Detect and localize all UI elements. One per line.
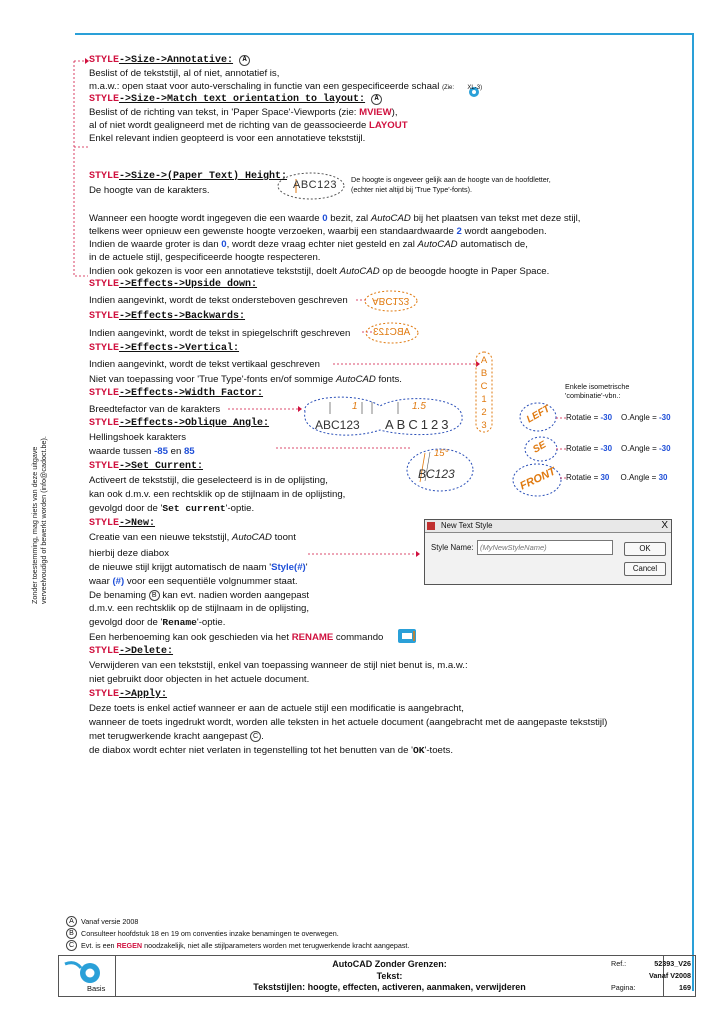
height-sample: ABC123 bbox=[293, 179, 337, 191]
text-line bbox=[89, 632, 383, 644]
dialog-titlebar bbox=[425, 520, 671, 533]
heading-path: ->Effects->Width Factor: bbox=[119, 388, 264, 399]
text-span: ), bbox=[391, 107, 398, 118]
oblique-angle: 15° bbox=[434, 448, 449, 459]
keyword: STYLE bbox=[89, 388, 120, 399]
text-span: m.a.w.: open staat voor auto-verschaling in functie van een gespecificeerde schaal bbox=[89, 81, 440, 92]
rot-value: -30 bbox=[600, 413, 613, 422]
text-line: wanneer de toets ingedrukt wordt, worden alle teksten in het actuele document (aangebracht met de aangepaste tekststijl) bbox=[89, 717, 608, 728]
command-regen: REGEN bbox=[116, 941, 143, 950]
version-value: Vanaf V2008 bbox=[649, 971, 691, 980]
ang-label: O.Angle = bbox=[620, 444, 657, 453]
keyword: STYLE bbox=[89, 55, 120, 66]
text-line bbox=[89, 107, 398, 119]
text-span: voor een sequentiële volgnummer staat. bbox=[124, 576, 298, 587]
version-row bbox=[611, 970, 691, 981]
footnote-text: noodzakelijk, niet alle stijlparameters worden met terugwerkende kracht aangepast. bbox=[142, 941, 410, 950]
text-line: hierbij deze diabox bbox=[89, 548, 170, 559]
keyword: STYLE bbox=[89, 279, 120, 290]
style-name: Style(#) bbox=[271, 562, 306, 573]
text-line: Indien aangevinkt, wordt de tekst in spiegelschrift geschreven bbox=[89, 328, 351, 339]
logo-label: Basis bbox=[87, 984, 106, 993]
width-factor-15: 1.5 bbox=[412, 401, 426, 412]
text-line: Deze toets is enkel actief wanneer er aan de actuele stijl een modificatie is aangebracht, bbox=[89, 703, 464, 714]
iso-sample-left: LEFT bbox=[524, 403, 553, 426]
product-name: AutoCAD bbox=[231, 532, 272, 543]
vertical-char: A bbox=[480, 355, 488, 366]
text-line: kan ook d.m.v. een rechtsklik op de stijlnaam in de oplijsting, bbox=[89, 489, 346, 500]
app-icon bbox=[427, 522, 435, 530]
oblique-sample: BC123 bbox=[418, 467, 455, 481]
text-span: fonts. bbox=[375, 374, 402, 385]
text-line: d.m.v. een rechtsklik op de stijlnaam in de oplijsting, bbox=[89, 603, 310, 614]
vertical-char: 3 bbox=[481, 420, 487, 431]
text-span: Indien de waarde groter is dan bbox=[89, 239, 222, 250]
footnote-mark: A bbox=[371, 94, 382, 105]
text-span: commando bbox=[333, 632, 384, 643]
text-line bbox=[89, 81, 482, 94]
text-line bbox=[89, 562, 308, 574]
rot-value: 30 bbox=[600, 473, 610, 482]
keyword: STYLE bbox=[89, 461, 120, 472]
text-line bbox=[89, 226, 547, 238]
new-text-style-dialog bbox=[424, 519, 672, 585]
vertical-char: 1 bbox=[481, 394, 487, 405]
option-name: Rename bbox=[162, 617, 197, 628]
text-span: '-optie. bbox=[196, 617, 226, 628]
text-span: Wanneer een hoogte wordt ingegeven die een waarde bbox=[89, 213, 323, 224]
footnote-c bbox=[66, 940, 409, 951]
style-name-label: Style Name: bbox=[431, 543, 474, 552]
width-factor-1: 1 bbox=[352, 401, 358, 412]
ref-row bbox=[611, 958, 691, 969]
iso-sample-front: FRONT bbox=[518, 465, 558, 493]
text-line bbox=[89, 213, 580, 225]
text-line bbox=[89, 503, 254, 515]
vertical-char: C bbox=[480, 381, 488, 392]
text-line bbox=[89, 532, 296, 544]
heading-set-current bbox=[89, 461, 203, 473]
text-span: wordt aangeboden. bbox=[461, 226, 547, 237]
text-line bbox=[89, 239, 528, 251]
heading-path: ->Effects->Upside down: bbox=[119, 279, 258, 290]
text-span: waar bbox=[89, 576, 113, 587]
keyword: STYLE bbox=[89, 311, 120, 322]
text-span: '-optie. bbox=[225, 503, 255, 514]
text-span: de diabox wordt echter niet verlaten in tegenstelling tot het benutten van de ' bbox=[89, 745, 413, 756]
dialog-title: New Text Style bbox=[441, 521, 493, 530]
text-line bbox=[89, 266, 549, 278]
heading-path: ->Size->(Paper Text) Height: bbox=[119, 171, 288, 182]
text-line: Breedtefactor van de karakters bbox=[89, 404, 221, 415]
text-span: , wordt deze vraag echter niet gesteld en zal bbox=[226, 239, 418, 250]
footnote-text: Consulteer hoofdstuk 18 en 19 om conventies inzake benamingen te overwegen. bbox=[81, 929, 339, 938]
text-span: ' bbox=[305, 562, 308, 573]
iso-sample-se: SE bbox=[531, 439, 549, 456]
text-line: Hellingshoek karakters bbox=[89, 432, 187, 443]
text-line: Enkel relevant indien geopteerd is voor een annotatieve tekststijl. bbox=[89, 133, 366, 144]
heading-delete bbox=[89, 646, 173, 658]
text-span: '-toets. bbox=[424, 745, 453, 756]
text-span: Beslist of de richting van tekst, in 'Paper Space'-Viewports (zie: bbox=[89, 107, 360, 118]
text-span: gevolgd door de ' bbox=[89, 503, 163, 514]
text-span: de nieuwe stijl krijgt automatisch de naam ' bbox=[89, 562, 272, 573]
heading-backwards bbox=[89, 311, 245, 323]
iso-title-line-2: 'combinatie'-vbn.: bbox=[565, 391, 621, 400]
heading-path: ->Apply: bbox=[119, 689, 168, 700]
text-line bbox=[89, 446, 195, 458]
heading-path: ->New: bbox=[119, 518, 156, 529]
ang-label: O.Angle = bbox=[620, 473, 657, 482]
option-name: Set current bbox=[162, 503, 226, 514]
ang-value: 30 bbox=[658, 473, 668, 482]
keyword: STYLE bbox=[89, 518, 120, 529]
text-span: al of niet wordt gealigneerd met de richting van de geassocieerde bbox=[89, 120, 369, 131]
heading-new bbox=[89, 518, 155, 530]
heading-height bbox=[89, 171, 287, 183]
text-span: bij het plaatsen van tekst met deze stijl, bbox=[410, 213, 581, 224]
iso-row-left bbox=[566, 413, 671, 422]
vertical-char: B bbox=[480, 368, 488, 379]
footnote-mark: B bbox=[149, 590, 160, 601]
value: (#) bbox=[112, 576, 125, 587]
text-span: met terugwerkende kracht aangepast bbox=[89, 731, 251, 742]
heading-annotative bbox=[89, 55, 250, 67]
command-rename: RENAME bbox=[291, 632, 334, 643]
iso-row-se bbox=[566, 444, 671, 453]
bracket-annotative-link bbox=[74, 61, 88, 276]
text-line bbox=[89, 617, 225, 629]
ref-text: (Zie: bbox=[442, 85, 455, 91]
vertical-char: 2 bbox=[481, 407, 487, 418]
side-note-line-2: verveelvoudigd of bewerkt worden (info@cadoct.be). bbox=[39, 436, 48, 604]
keyword: STYLE bbox=[89, 94, 120, 105]
text-span: waarde tussen bbox=[89, 446, 155, 457]
text-line: in de actuele stijl, gespecificeerde hoogte respecteren. bbox=[89, 252, 321, 263]
heading-upside-down bbox=[89, 279, 257, 291]
rot-label: Rotatie = bbox=[566, 473, 599, 482]
command-mview: MVIEW bbox=[359, 107, 392, 118]
footnote-text: Vanaf versie 2008 bbox=[81, 917, 139, 926]
title-center bbox=[116, 956, 664, 996]
text-span: Niet van toepassing voor 'True Type'-fonts en/of sommige bbox=[89, 374, 336, 385]
text-line: niet gebruikt door objecten in het actuele document. bbox=[89, 674, 310, 685]
rot-value: -30 bbox=[600, 444, 613, 453]
ang-label: O.Angle = bbox=[620, 413, 657, 422]
ref-text: XL-3) bbox=[467, 85, 483, 91]
footnote-mark: C bbox=[250, 731, 261, 742]
text-span: gevolgd door de ' bbox=[89, 617, 163, 628]
title-block bbox=[58, 955, 696, 997]
height-note-line-1: De hoogte is ongeveer gelijk aan de hoogte van de hoofdletter, bbox=[351, 175, 551, 184]
rot-label: Rotatie = bbox=[566, 413, 599, 422]
page-label: Pagina: bbox=[611, 983, 636, 992]
heading-path: ->Set Current: bbox=[119, 461, 204, 472]
text-line: Indien aangevinkt, wordt de tekst ondersteboven geschreven bbox=[89, 295, 348, 306]
keyword: STYLE bbox=[89, 418, 120, 429]
close-icon[interactable]: X bbox=[661, 520, 668, 531]
text-line bbox=[89, 576, 298, 588]
footnote-mark: C bbox=[66, 940, 77, 951]
text-span: en bbox=[167, 446, 184, 457]
vertical-sample bbox=[480, 354, 488, 432]
value: 85 bbox=[183, 446, 195, 457]
heading-vertical bbox=[89, 343, 239, 355]
upside-sample: ABC123 bbox=[372, 295, 410, 306]
width-sample-1: ABC123 bbox=[315, 418, 360, 432]
keyword: STYLE bbox=[89, 343, 120, 354]
heading-oblique-angle bbox=[89, 418, 269, 430]
keyword: STYLE bbox=[89, 646, 120, 657]
ref-value: 52393_V26 bbox=[654, 959, 691, 968]
text-span: op de beoogde hoogte in Paper Space. bbox=[379, 266, 550, 277]
text-line: Verwijderen van een tekststijl, enkel van toepassing wanneer de stijl niet benut is, m.a.w.: bbox=[89, 660, 468, 671]
product-name: AutoCAD bbox=[370, 213, 411, 224]
cancel-button[interactable]: Cancel bbox=[624, 562, 666, 576]
text-line: De hoogte van de karakters. bbox=[89, 185, 210, 196]
text-line bbox=[89, 120, 408, 132]
value: 2 bbox=[456, 226, 462, 237]
heading-path: ->Delete: bbox=[119, 646, 174, 657]
heading-path: ->Effects->Backwards: bbox=[119, 311, 246, 322]
title-line-3: Tekststijlen: hoogte, effecten, activeren, aanmaken, verwijderen bbox=[253, 982, 526, 992]
text-line bbox=[89, 731, 264, 743]
footnote-a bbox=[66, 916, 138, 927]
value: 0 bbox=[322, 213, 328, 224]
page-number: 169 bbox=[679, 983, 691, 992]
backwards-sample: ABC123 bbox=[373, 327, 411, 338]
footnote-mark: A bbox=[239, 55, 250, 66]
ok-button[interactable]: OK bbox=[624, 542, 666, 556]
keyword: STYLE bbox=[89, 689, 120, 700]
style-name-input[interactable] bbox=[477, 540, 613, 555]
text-span: telkens weer opnieuw een gewenste hoogte verzoeken, waarbij een standaardwaarde bbox=[89, 226, 457, 237]
text-line: Activeert de tekststijl, die geselecteerd is in de oplijsting, bbox=[89, 475, 328, 486]
height-note-line-2: (echter niet altijd bij 'True Type'-fonts). bbox=[351, 185, 472, 194]
page-row bbox=[611, 982, 691, 993]
footnote-b bbox=[66, 928, 339, 939]
product-name: AutoCAD bbox=[417, 239, 458, 250]
value: 0 bbox=[221, 239, 227, 250]
footnote-mark: B bbox=[66, 928, 77, 939]
text-span: Een herbenoeming kan ook geschieden via het bbox=[89, 632, 292, 643]
heading-match-orientation bbox=[89, 94, 382, 106]
title-meta bbox=[607, 956, 695, 996]
ref-label: Ref.: bbox=[611, 959, 627, 968]
text-line bbox=[89, 745, 453, 757]
ang-value: -30 bbox=[658, 413, 671, 422]
text-line bbox=[89, 374, 402, 386]
text-span: toont bbox=[271, 532, 296, 543]
footnote-mark: A bbox=[66, 916, 77, 927]
logo-cell bbox=[59, 956, 116, 996]
heading-path: ->Effects->Oblique Angle: bbox=[119, 418, 270, 429]
text-line: Beslist of de tekststijl, al of niet, annotatief is, bbox=[89, 68, 280, 79]
product-name: AutoCAD bbox=[335, 374, 376, 385]
height-note bbox=[351, 175, 551, 195]
title-line-2: Tekst: bbox=[376, 970, 403, 981]
heading-path: ->Size->Annotative: bbox=[119, 55, 234, 66]
side-note-line-1: Zonder toestemming, mag niets van deze uitgave bbox=[30, 446, 39, 604]
product-name: AutoCAD bbox=[339, 266, 380, 277]
text-span: Creatie van een nieuwe tekststijl, bbox=[89, 532, 232, 543]
ang-value: -30 bbox=[658, 444, 671, 453]
text-span: Indien ook gekozen is voor een annotatieve tekststijl, doelt bbox=[89, 266, 340, 277]
heading-path: ->Effects->Vertical: bbox=[119, 343, 240, 354]
rot-label: Rotatie = bbox=[566, 444, 599, 453]
text-span: De benaming bbox=[89, 590, 149, 601]
text-line bbox=[89, 590, 309, 602]
option-name: OK bbox=[412, 745, 425, 756]
command-layout: LAYOUT bbox=[369, 120, 408, 131]
heading-apply bbox=[89, 689, 167, 701]
heading-width-factor bbox=[89, 388, 263, 400]
iso-title bbox=[565, 382, 629, 400]
text-line: Indien aangevinkt, wordt de tekst vertikaal geschreven bbox=[89, 359, 320, 370]
width-sample-2: ABC123 bbox=[385, 417, 452, 432]
text-span: kan evt. nadien worden aangepast bbox=[159, 590, 310, 601]
iso-row-front bbox=[566, 473, 667, 482]
footnote-text: Evt. is een bbox=[81, 941, 117, 950]
value: -85 bbox=[154, 446, 168, 457]
title-line-1: AutoCAD Zonder Grenzen: bbox=[332, 959, 447, 969]
text-span: . bbox=[261, 731, 264, 742]
keyword: STYLE bbox=[89, 171, 120, 182]
heading-path: ->Size->Match text orientation to layout: bbox=[119, 94, 366, 105]
iso-title-line-1: Enkele isometrische bbox=[565, 382, 630, 391]
text-span: automatisch de, bbox=[457, 239, 528, 250]
text-span: bezit, zal bbox=[327, 213, 371, 224]
